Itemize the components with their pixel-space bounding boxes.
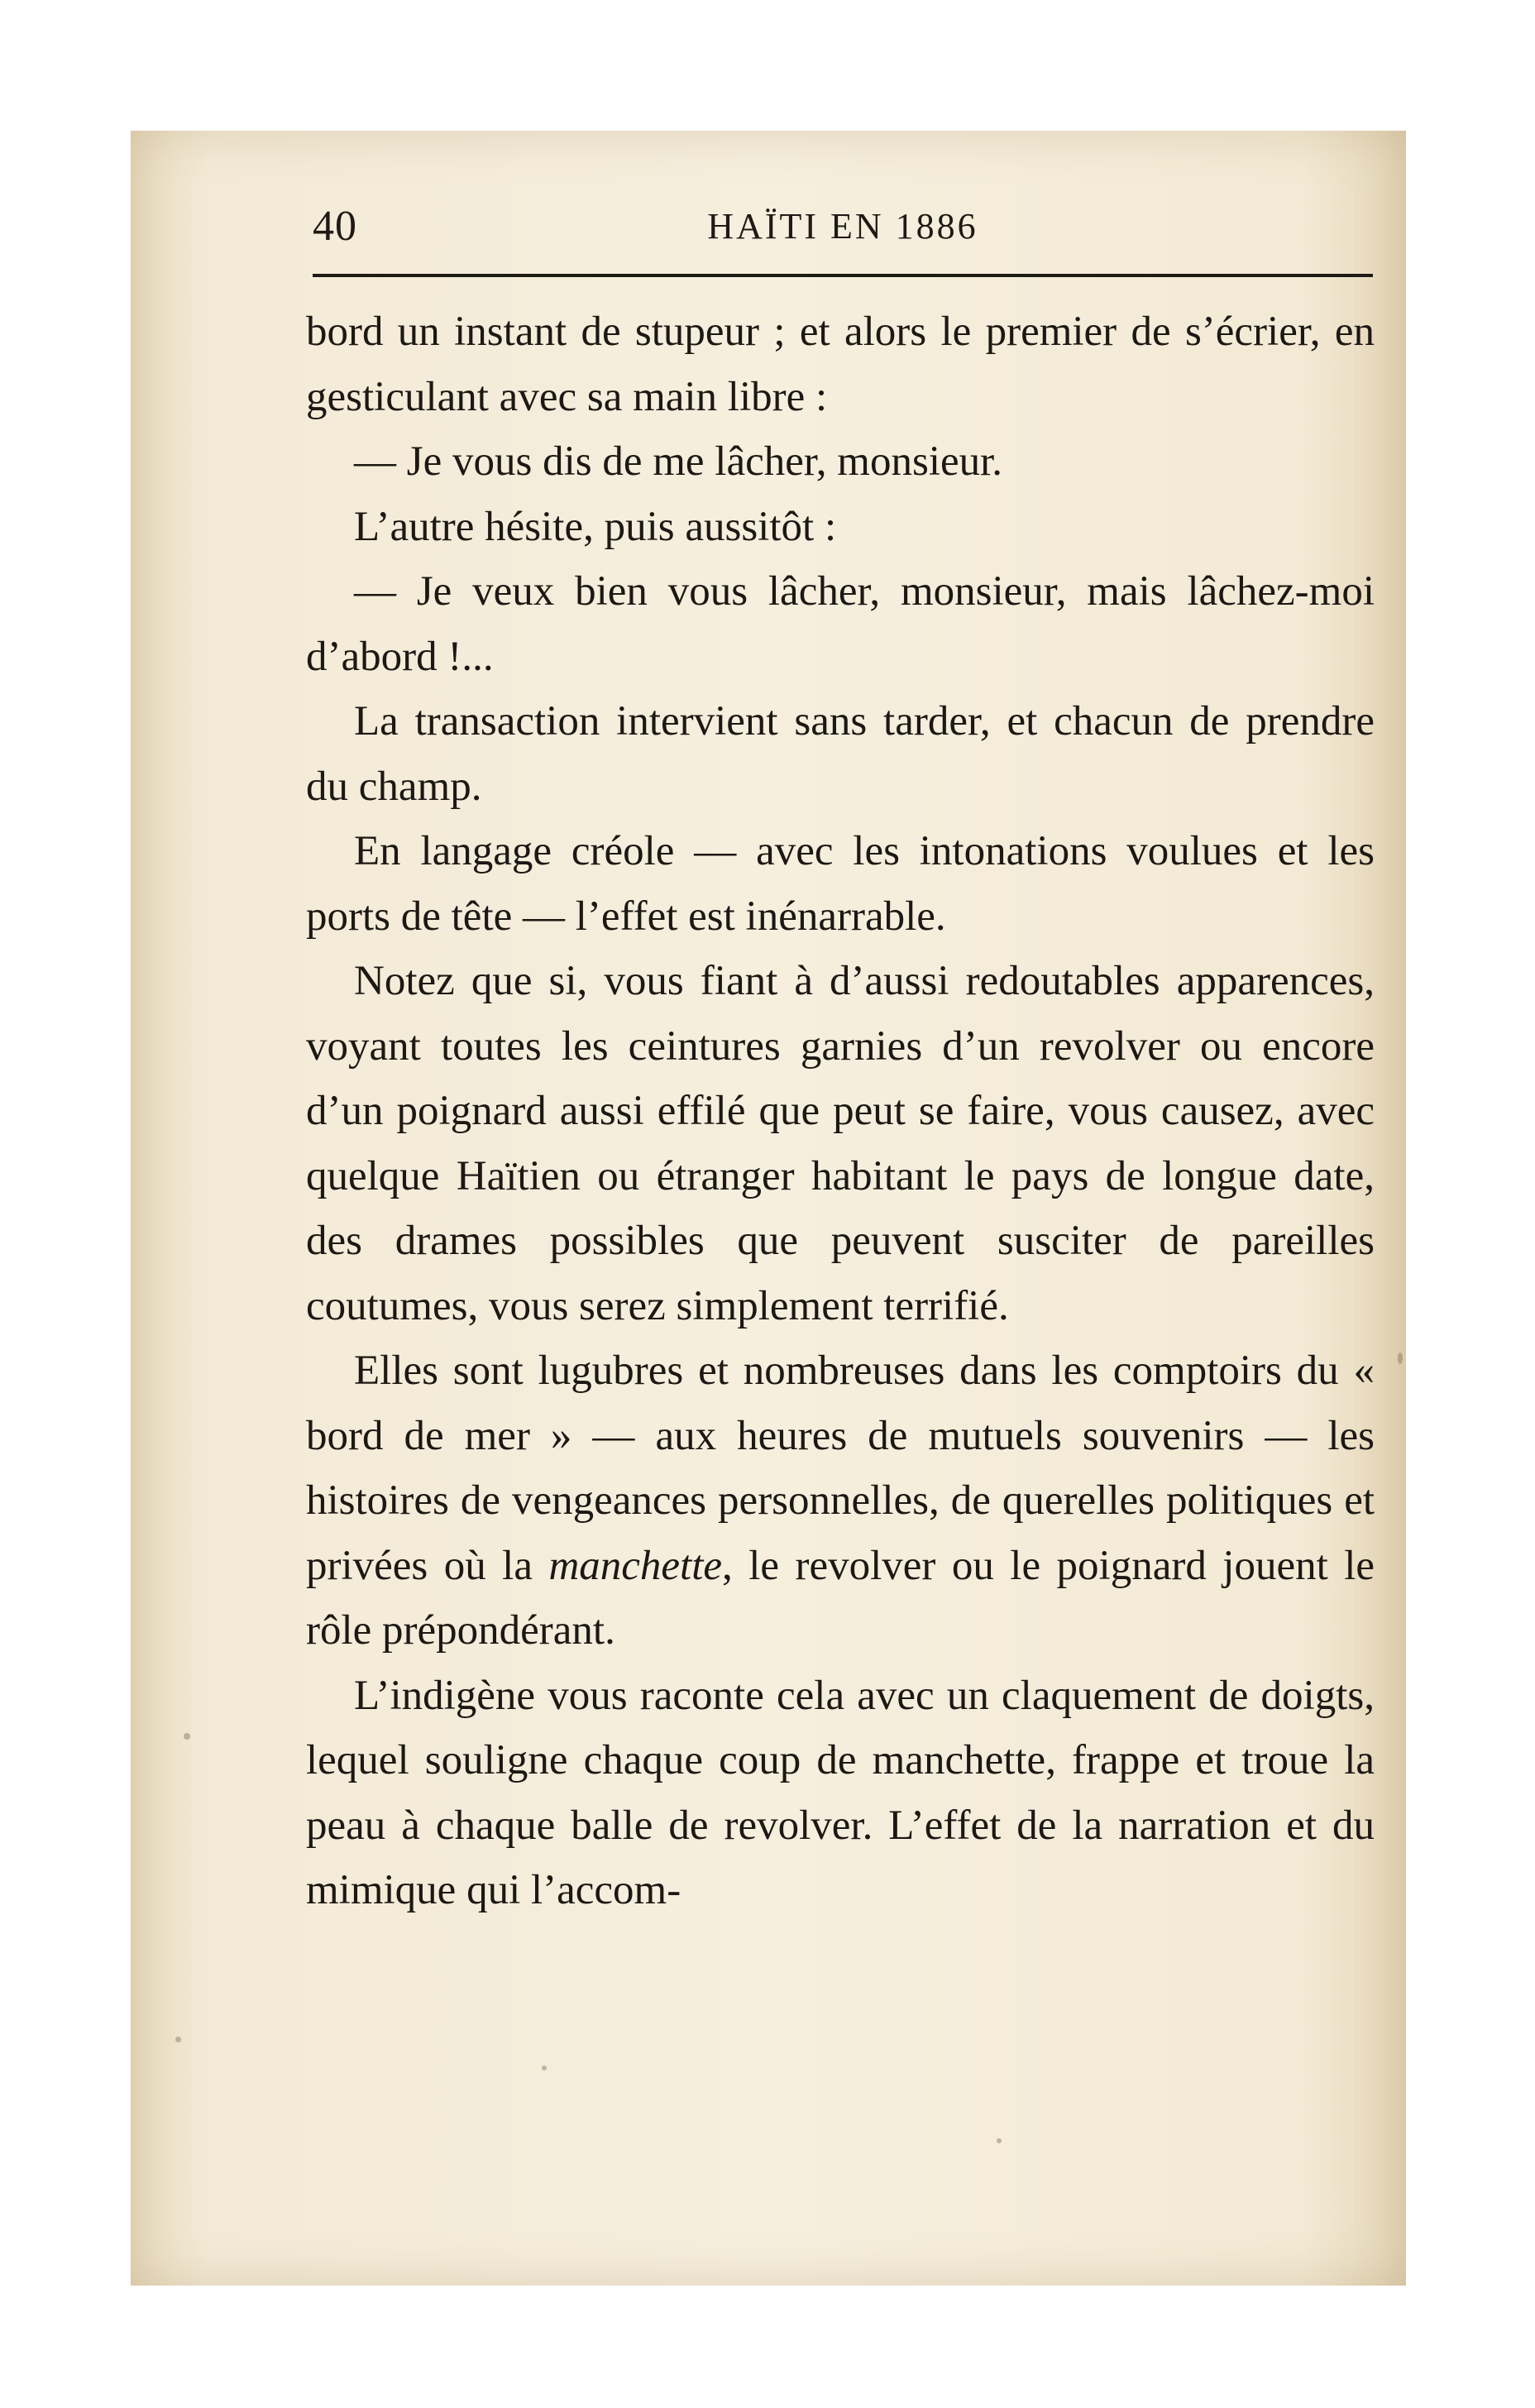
paper-speck xyxy=(175,2037,181,2042)
page-number: 40 xyxy=(313,203,357,250)
paper-speck xyxy=(184,1733,190,1740)
paper-speck xyxy=(542,2066,547,2070)
paragraph-text: , le revolver ou le poignard jouent le rôle prépondérant. xyxy=(306,1542,1375,1654)
italic-term: manchette xyxy=(548,1542,723,1589)
paragraph: La transaction intervient sans tarder, et chacun de prendre du champ. xyxy=(306,698,1375,810)
dialogue-line: — Je vous dis de me lâcher, monsieur. xyxy=(354,438,1003,485)
paragraph: En langage créole — avec les intonations voulues et les ports de tête — l’effet est inénarrable. xyxy=(306,828,1375,940)
paragraph-continued: bord un instant de stupeur ; et alors le premier de s’écrier, en gesticulant avec sa main libre : xyxy=(306,309,1375,420)
page-header xyxy=(313,202,1373,268)
running-title: HAÏTI EN 1886 xyxy=(707,206,978,247)
page-body xyxy=(306,299,1375,1923)
paper-speck xyxy=(997,2138,1002,2143)
paragraph: Notez que si, vous fiant à d’aussi redoutables apparences, voyant toutes les ceintures garnies d’un revolver ou encore d’un poignard aussi effilé que peut se faire, vous causez, avec quelque Haïtien ou étranger habitant le pays de longue date, des drames possibles que peuvent susciter de pareilles coutumes, vous serez simplement terrifié. xyxy=(306,958,1375,1329)
paragraph: L’indigène vous raconte cela avec un claquement de doigts, lequel souligne chaque coup de manchette, frappe et troue la peau à chaque balle de revolver. L’effet de la narration et du mimique qui l’accom- xyxy=(306,1672,1375,1913)
paragraph-text: Elles sont lugubres et nombreuses dans les comptoirs du « bord de mer » — aux heures de mutuels souvenirs — les histoires de vengeances personnelles, de querelles politiques et privées où la xyxy=(306,1348,1375,1589)
paper-speck xyxy=(1398,1352,1403,1364)
dialogue-line: — Je veux bien vous lâcher, monsieur, mais lâchez-moi d’abord !... xyxy=(306,568,1375,680)
header-rule xyxy=(313,274,1373,277)
paragraph: L’autre hésite, puis aussitôt : xyxy=(354,503,837,550)
paragraph xyxy=(306,1338,1375,1664)
